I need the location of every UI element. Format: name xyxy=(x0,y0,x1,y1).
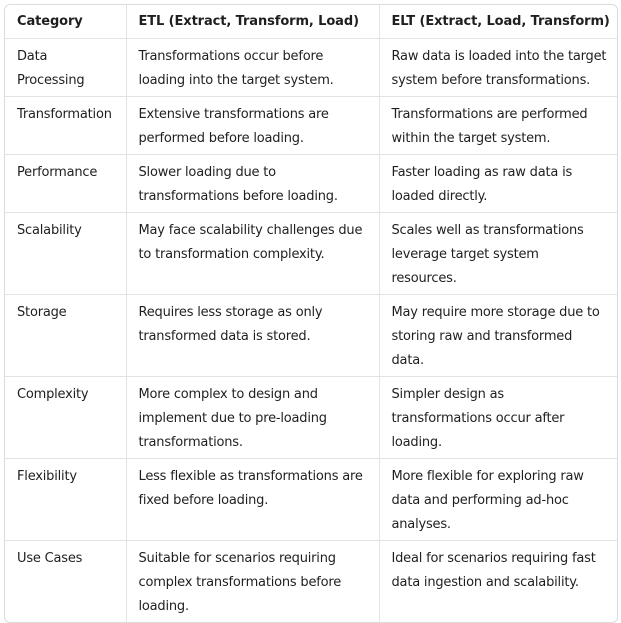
table-row-flexibility xyxy=(5,458,617,540)
cell-etl: Transformations occur before loading into the target system. xyxy=(126,38,379,96)
cell-etl: More complex to design and implement due to pre-loading transformations. xyxy=(126,376,379,458)
cell-elt: More flexible for exploring raw data and performing ad-hoc analyses. xyxy=(379,458,617,540)
table-row-complexity xyxy=(5,376,617,458)
header-category: Category xyxy=(5,5,126,38)
cell-category: Transformation xyxy=(5,96,126,154)
table-row-transformation xyxy=(5,96,617,154)
table-row-use-cases xyxy=(5,540,617,622)
cell-etl: Extensive transformations are performed before loading. xyxy=(126,96,379,154)
cell-elt: Scales well as transformations leverage target system resources. xyxy=(379,212,617,294)
cell-elt: Transformations are performed within the target system. xyxy=(379,96,617,154)
cell-elt: Faster loading as raw data is loaded directly. xyxy=(379,154,617,212)
comparison-table-container xyxy=(4,4,618,623)
cell-etl: Suitable for scenarios requiring complex transformations before loading. xyxy=(126,540,379,622)
table-row-data-processing xyxy=(5,38,617,96)
cell-category: Data Processing xyxy=(5,38,126,96)
cell-elt: Simpler design as transformations occur after loading. xyxy=(379,376,617,458)
etl-vs-elt-table xyxy=(5,5,617,622)
table-row-performance xyxy=(5,154,617,212)
cell-elt: May require more storage due to storing raw and transformed data. xyxy=(379,294,617,376)
table-row-storage xyxy=(5,294,617,376)
cell-elt: Raw data is loaded into the target system before transformations. xyxy=(379,38,617,96)
cell-etl: Requires less storage as only transformed data is stored. xyxy=(126,294,379,376)
table-row-scalability xyxy=(5,212,617,294)
cell-etl: Slower loading due to transformations before loading. xyxy=(126,154,379,212)
header-elt: ELT (Extract, Load, Transform) xyxy=(379,5,617,38)
cell-category: Performance xyxy=(5,154,126,212)
cell-category: Complexity xyxy=(5,376,126,458)
header-etl: ETL (Extract, Transform, Load) xyxy=(126,5,379,38)
cell-etl: Less flexible as transformations are fixed before loading. xyxy=(126,458,379,540)
cell-category: Use Cases xyxy=(5,540,126,622)
cell-etl: May face scalability challenges due to transformation complexity. xyxy=(126,212,379,294)
cell-elt: Ideal for scenarios requiring fast data ingestion and scalability. xyxy=(391,550,596,590)
table-header-row xyxy=(5,5,617,38)
cell-category: Storage xyxy=(5,294,126,376)
cell-category: Scalability xyxy=(5,212,126,294)
cell-category: Flexibility xyxy=(5,458,126,540)
